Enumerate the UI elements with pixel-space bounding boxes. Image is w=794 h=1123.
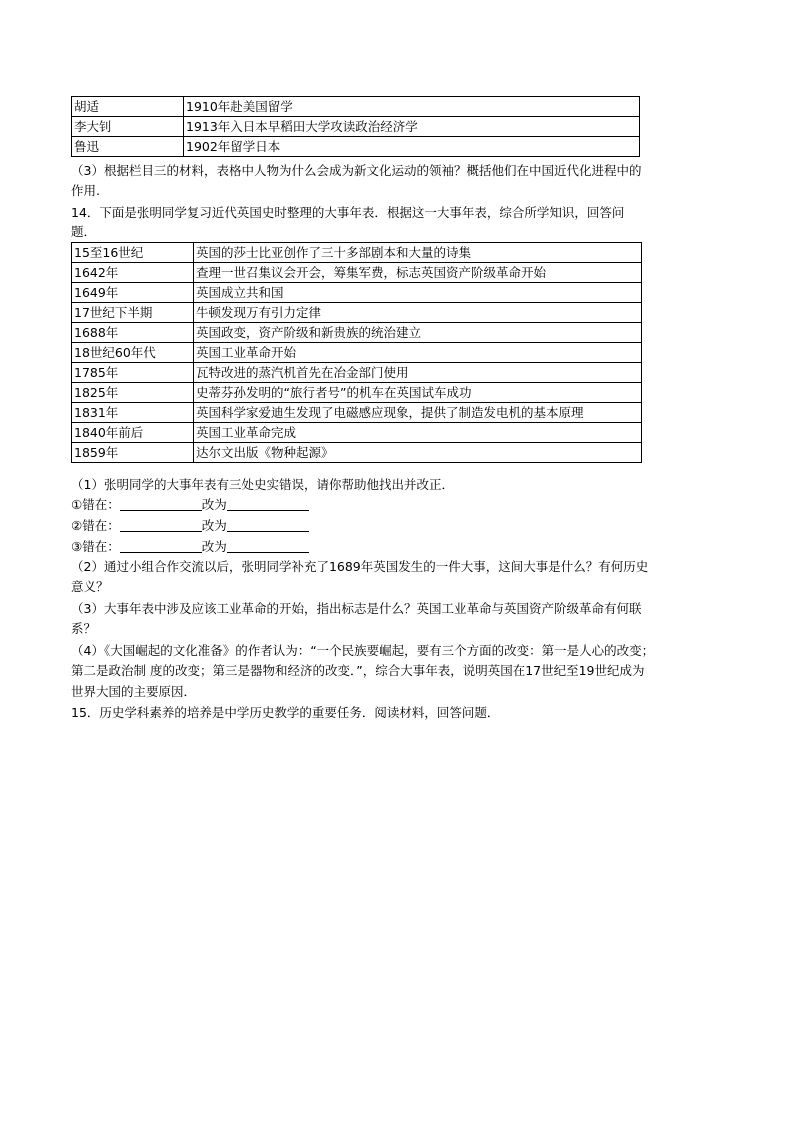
table-cell-time: 1859年 (72, 443, 194, 463)
table-cell-time: 1688年 (72, 323, 194, 343)
table-row (72, 137, 640, 157)
fill-line-3 (71, 537, 721, 557)
question-14-3-line2: 系？ (71, 621, 97, 636)
question-14-4-line3: 世界大国的主要原因． (71, 684, 197, 699)
table-cell-time: 1785年 (72, 363, 194, 383)
question-14-2-line2: 意义？ (71, 579, 109, 594)
table-row (72, 243, 642, 263)
answer-blank[interactable] (227, 496, 309, 511)
table-cell-event: 瓦特改进的蒸汽机首先在冶金部门使用 (194, 363, 642, 383)
question-13-3-line2: 作用. (71, 183, 100, 198)
question-15: 15．历史学科素养的培养是中学历史教学的重要任务．阅读材料，回答问题． (71, 705, 500, 720)
table-cell-event: 史蒂芬孙发明的“旅行者号”的机车在英国试车成功 (194, 383, 642, 403)
question-14-intro-line2: 题． (71, 224, 97, 239)
table-cell-event: 1910年赴美国留学 (184, 97, 640, 117)
table-row (72, 383, 642, 403)
figures-table (71, 96, 640, 157)
table-cell-event: 英国科学家爱迪生发现了电磁感应现象，提供了制造发电机的基本原理 (194, 403, 642, 423)
timeline-table (71, 242, 642, 463)
table-cell-event: 英国工业革命开始 (194, 343, 642, 363)
table-cell-time: 1642年 (72, 263, 194, 283)
answer-blank[interactable] (227, 517, 309, 532)
table-cell-time: 15至16世纪 (72, 243, 194, 263)
fill-change-label: 改为 (201, 518, 227, 533)
table-cell-event: 达尔文出版《物种起源》 (194, 443, 642, 463)
table-row (72, 363, 642, 383)
table-cell-event: 1913年入日本早稻田大学攻读政治经济学 (184, 117, 640, 137)
fill-label: ③错在： (71, 539, 120, 554)
answer-blank[interactable] (120, 538, 202, 553)
table-cell-event: 英国成立共和国 (194, 283, 642, 303)
table-cell-name: 鲁迅 (72, 137, 184, 157)
table-row (72, 263, 642, 283)
table-row (72, 423, 642, 443)
table-cell-event: 查理一世召集议会开会，筹集军费，标志英国资产阶级革命开始 (194, 263, 642, 283)
table-row (72, 403, 642, 423)
question-14-1: （1）张明同学的大事年表有三处史实错误，请你帮助他找出并改正． (71, 477, 454, 492)
table-row (72, 117, 640, 137)
fill-change-label: 改为 (201, 497, 227, 512)
table-cell-event: 1902年留学日本 (184, 137, 640, 157)
table-cell-event: 牛顿发现万有引力定律 (194, 303, 642, 323)
question-14-intro-line1: 14．下面是张明同学复习近代英国史时整理的大事年表．根据这一大事年表，综合所学知识，回答问 (71, 205, 625, 220)
table-cell-time: 1831年 (72, 403, 194, 423)
fill-change-label: 改为 (201, 539, 227, 554)
table-cell-event: 英国工业革命完成 (194, 423, 642, 443)
table-cell-event: 英国政变，资产阶级和新贵族的统治建立 (194, 323, 642, 343)
question-14-3-line1: （3）大事年表中涉及应该工业革命的开始，指出标志是什么？英国工业革命与英国资产阶级革命有何联 (71, 601, 642, 616)
fill-line-1 (71, 495, 721, 515)
table-cell-time: 1840年前后 (72, 423, 194, 443)
table-cell-time: 17世纪下半期 (72, 303, 194, 323)
table-cell-time: 1649年 (72, 283, 194, 303)
table-row (72, 97, 640, 117)
question-14-4-line1: （4）《大国崛起的文化准备》的作者认为：“一个民族要崛起，要有三个方面的改变：第一是人心的改变； (71, 643, 655, 658)
table-cell-event: 英国的莎士比亚创作了三十多部剧本和大量的诗集 (194, 243, 642, 263)
question-14-2-line1: （2）通过小组合作交流以后，张明同学补充了1689年英国发生的一件大事，这间大事是什么？有何历史 (71, 559, 649, 574)
table-row (72, 283, 642, 303)
fill-line-2 (71, 516, 721, 536)
fill-label: ②错在： (71, 518, 120, 533)
table-row (72, 303, 642, 323)
table-cell-time: 1825年 (72, 383, 194, 403)
table-row (72, 323, 642, 343)
table-row (72, 343, 642, 363)
table-row (72, 443, 642, 463)
question-14-4-line2: 第二是政治制 度的改变；第三是器物和经济的改变．”，综合大事年表，说明英国在17世纪至19世纪成为 (71, 663, 645, 678)
answer-blank[interactable] (227, 538, 309, 553)
answer-blank[interactable] (120, 496, 202, 511)
table-cell-name: 胡适 (72, 97, 184, 117)
answer-blank[interactable] (120, 517, 202, 532)
table-cell-name: 李大钊 (72, 117, 184, 137)
question-13-3-line1: （3）根据栏目三的材料，表格中人物为什么会成为新文化运动的领袖？概括他们在中国近代化进程中的 (71, 163, 642, 178)
table-cell-time: 18世纪60年代 (72, 343, 194, 363)
fill-label: ①错在： (71, 497, 120, 512)
